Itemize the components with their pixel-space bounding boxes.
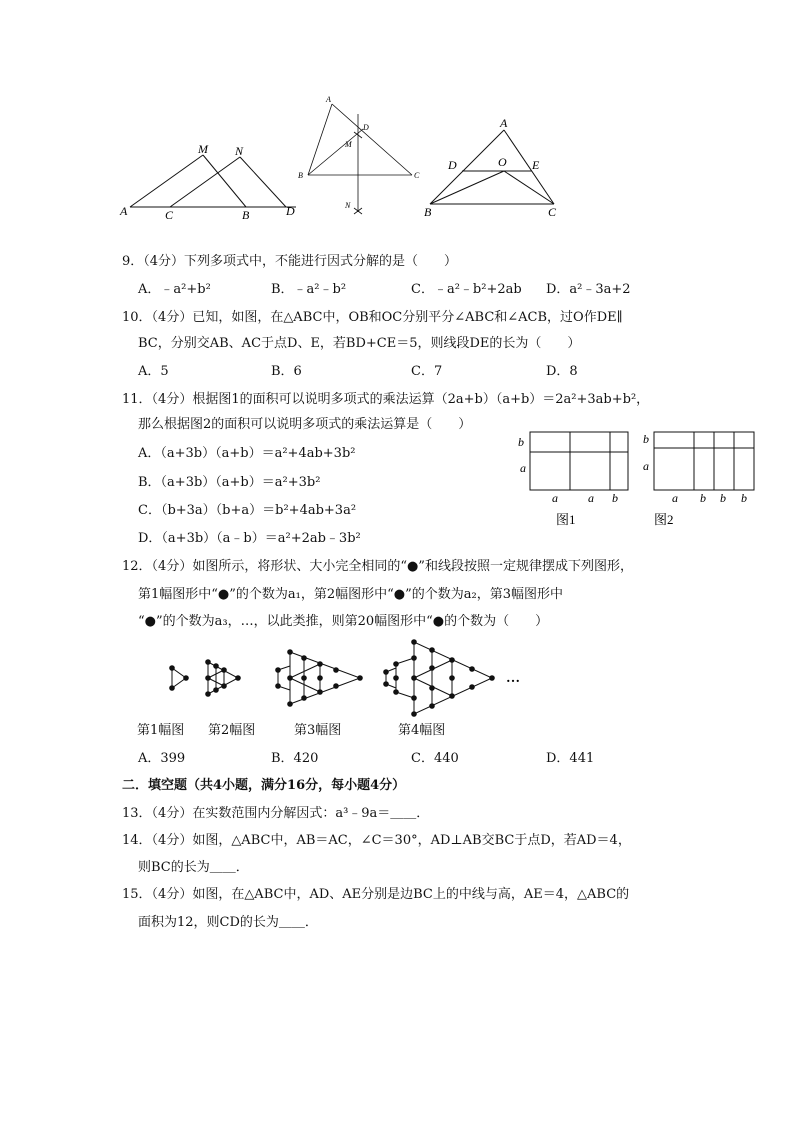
fig2-label-b: b: [700, 491, 706, 505]
q12-pattern-figures: [150, 636, 550, 726]
fig1-label-a: a: [552, 491, 558, 505]
q12-ellipsis: …: [506, 671, 520, 686]
q14-line1: 14．（4分）如图，△ABC中，AB＝AC，∠C＝30°，AD⊥AB交BC于点D，若AD＝4，: [122, 833, 631, 848]
q10-option-c: C．7: [411, 364, 443, 379]
label-d: D: [286, 204, 295, 218]
label-n: N: [235, 144, 244, 158]
fig2-label-b: b: [720, 491, 726, 505]
q11-line2: 那么根据图2的面积可以说明多项式的乘法运算是（ ）: [138, 417, 472, 432]
fig1-caption: 图1: [556, 512, 576, 527]
q12-caption-2: 第2幅图: [208, 723, 256, 738]
q9-option-d: D．a²﹣3a+2: [546, 282, 631, 297]
q12-option-b: B．420: [271, 751, 319, 766]
q12-line3: “●”的个数为a₃，…，以此类推，则第20幅图形中“●的个数为（ ）: [138, 614, 549, 629]
q11-option-a: A．（a+3b）（a+b）＝a²+4ab+3b²: [138, 446, 356, 461]
q12-option-c: C．440: [411, 751, 459, 766]
q10-option-d: D．8: [546, 364, 578, 379]
label-a: A: [500, 116, 508, 130]
q13-text: 13．（4分）在实数范围内分解因式：a³﹣9a＝＿＿．: [122, 806, 430, 821]
q9-option-b: B．﹣a²﹣b²: [271, 282, 347, 297]
q9-option-a: A．﹣a²+b²: [138, 282, 211, 297]
label-b: B: [298, 171, 303, 180]
label-m: M: [345, 140, 352, 149]
label-m: M: [198, 142, 208, 156]
q11-figure-2: [640, 428, 768, 532]
label-a: A: [326, 95, 331, 104]
q11-option-d: D．（a+3b）（a﹣b）＝a²+2ab﹣3b²: [138, 531, 361, 546]
figure-perpendicular-bisector: [292, 92, 432, 220]
fig2-label-b: b: [643, 432, 649, 446]
fig1-label-a: a: [588, 491, 594, 505]
label-e: E: [532, 158, 540, 172]
label-a: A: [120, 204, 128, 218]
label-n: N: [345, 201, 351, 210]
fig2-caption: 图2: [654, 512, 674, 527]
section-2-title: 二．填空题（共4小题，满分16分，每小题4分）: [122, 778, 406, 793]
figure-triangles-mn: [118, 142, 308, 224]
fig2-label-a: a: [672, 491, 678, 505]
q14-line2: 则BC的长为＿＿．: [138, 860, 249, 875]
q10-line1: 10．（4分）已知，如图，在△ABC中，OB和OC分别平分∠ABC和∠ACB，过O作DE∥: [122, 310, 623, 325]
q15-line2: 面积为12，则CD的长为＿＿．: [138, 915, 318, 930]
q12-option-d: D．441: [546, 751, 595, 766]
q12-line2: 第1幅图形中“●”的个数为a₁，第2幅图形中“●”的个数为a₂，第3幅图形中: [138, 587, 564, 602]
figure-angle-bisectors: [420, 114, 570, 220]
q10-line2: BC，分别交AB、AC于点D、E，若BD+CE＝5，则线段DE的长为（ ）: [138, 336, 581, 351]
fig1-label-a: a: [520, 461, 526, 475]
label-b: B: [242, 208, 250, 222]
q10-option-b: B．6: [271, 364, 302, 379]
q9-stem: 9．（4分）下列多项式中，不能进行因式分解的是（ ）: [122, 254, 458, 269]
q12-caption-3: 第3幅图: [294, 723, 342, 738]
q10-option-a: A．5: [138, 364, 169, 379]
q11-option-b: B．（a+3b）（a+b）＝a²+3b²: [138, 475, 321, 490]
q12-option-a: A．399: [138, 751, 186, 766]
label-o: O: [498, 155, 507, 169]
fig1-label-b: b: [518, 435, 524, 449]
label-d: D: [363, 123, 369, 132]
q12-line1: 12．（4分）如图所示，将形状、大小完全相同的“●”和线段按照一定规律摆成下列图形，: [122, 559, 633, 574]
label-c: C: [165, 208, 174, 222]
label-c: C: [414, 171, 420, 180]
q15-line1: 15．（4分）如图，在△ABC中，AD、AE分别是边BC上的中线与高，AE＝4，△ABC的: [122, 887, 630, 902]
label-d: D: [448, 158, 457, 172]
q11-option-c: C．（b+3a）（b+a）＝b²+4ab+3a²: [138, 503, 357, 518]
q9-option-c: C．﹣a²﹣b²+2ab: [411, 282, 522, 297]
q11-figure-1: [512, 428, 642, 532]
q12-caption-1: 第1幅图: [137, 723, 185, 738]
fig2-label-a: a: [643, 459, 649, 473]
label-c: C: [548, 205, 557, 219]
fig1-label-b: b: [612, 491, 618, 505]
fig2-label-b: b: [741, 491, 747, 505]
label-b: B: [424, 205, 432, 219]
q12-caption-4: 第4幅图: [398, 723, 446, 738]
q11-line1: 11．（4分）根据图1的面积可以说明多项式的乘法运算（2a+b）（a+b）＝2a²+3ab+b²，: [122, 392, 650, 407]
